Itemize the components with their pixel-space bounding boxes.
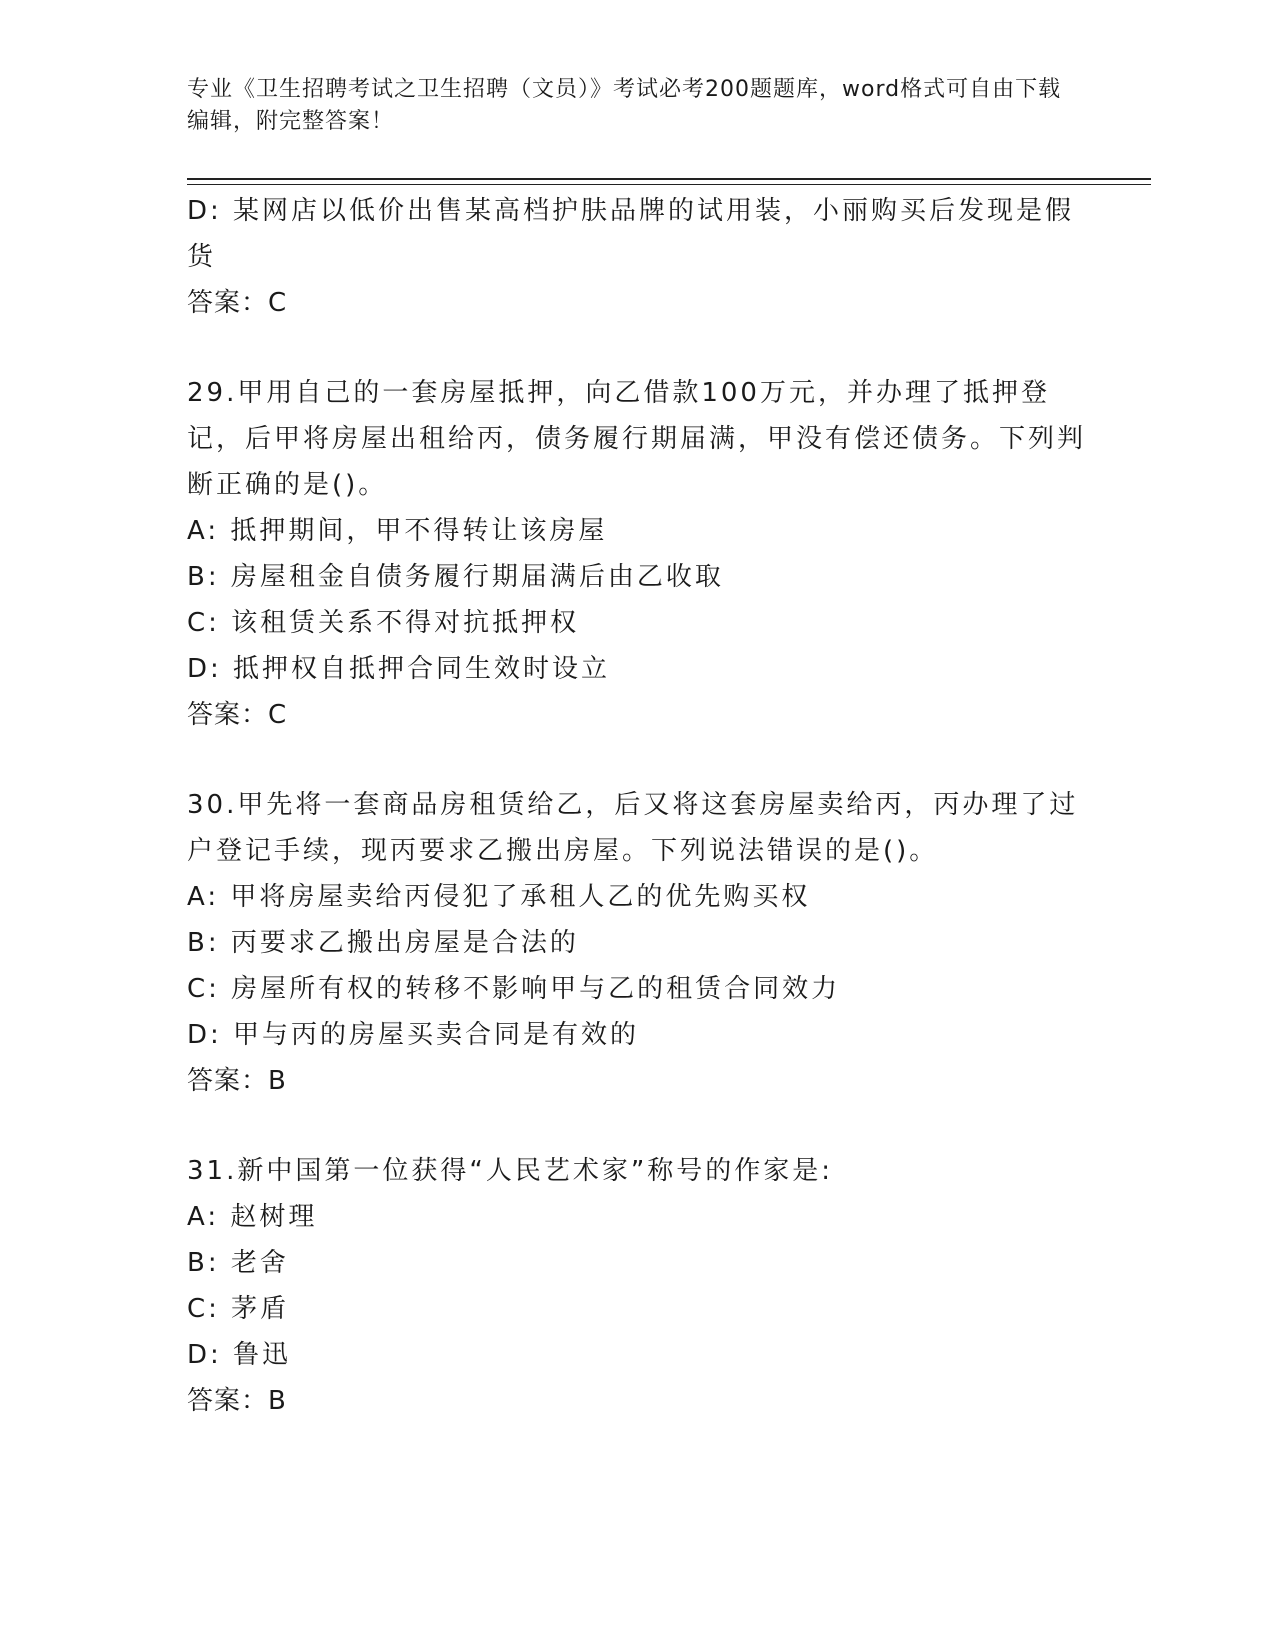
carry-over-block xyxy=(187,188,1087,326)
option-b: B: 丙要求乙搬出房屋是合法的 xyxy=(187,928,579,958)
option-d: D: 抵押权自抵押合同生效时设立 xyxy=(187,654,611,684)
option-a: A: 赵树理 xyxy=(187,1202,318,1232)
question-30 xyxy=(187,782,1087,1104)
option-c: C: 茅盾 xyxy=(187,1294,290,1324)
option-a: A: 抵押期间，甲不得转让该房屋 xyxy=(187,516,608,546)
question-31 xyxy=(187,1148,1087,1424)
answer-text: 答案：C xyxy=(187,700,288,730)
header-divider-thin xyxy=(187,184,1151,185)
question-stem: 29.甲用自己的一套房屋抵押，向乙借款100万元，并办理了抵押登记，后甲将房屋出租给丙，债务履行期届满，甲没有偿还债务。下列判断正确的是()。 xyxy=(187,378,1087,500)
document-header: 专业《卫生招聘考试之卫生招聘（文员）》考试必考200题题库，word格式可自由下载编辑，附完整答案！ xyxy=(187,77,1062,134)
question-stem: 30.甲先将一套商品房租赁给乙，后又将这套房屋卖给丙，丙办理了过户登记手续，现丙要求乙搬出房屋。下列说法错误的是()。 xyxy=(187,790,1079,866)
option-b: B: 房屋租金自债务履行期届满后由乙收取 xyxy=(187,562,724,592)
header-divider-thick xyxy=(187,178,1151,180)
option-d: D: 鲁迅 xyxy=(187,1340,292,1370)
question-stem: 31.新中国第一位获得“人民艺术家”称号的作家是: xyxy=(187,1156,834,1186)
option-d: D: 甲与丙的房屋买卖合同是有效的 xyxy=(187,1020,640,1050)
answer-text: 答案：B xyxy=(187,1066,287,1096)
option-c: C: 该租赁关系不得对抗抵押权 xyxy=(187,608,580,638)
document-body xyxy=(187,188,1087,1424)
question-29 xyxy=(187,370,1087,738)
answer-text: 答案：C xyxy=(187,288,288,318)
answer-text: 答案：B xyxy=(187,1386,287,1416)
option-c: C: 房屋所有权的转移不影响甲与乙的租赁合同效力 xyxy=(187,974,841,1004)
option-a: A: 甲将房屋卖给丙侵犯了承租人乙的优先购买权 xyxy=(187,882,811,912)
option-b: B: 老舍 xyxy=(187,1248,289,1278)
option-d: D: 某网店以低价出售某高档护肤品牌的试用装，小丽购买后发现是假货 xyxy=(187,196,1075,272)
